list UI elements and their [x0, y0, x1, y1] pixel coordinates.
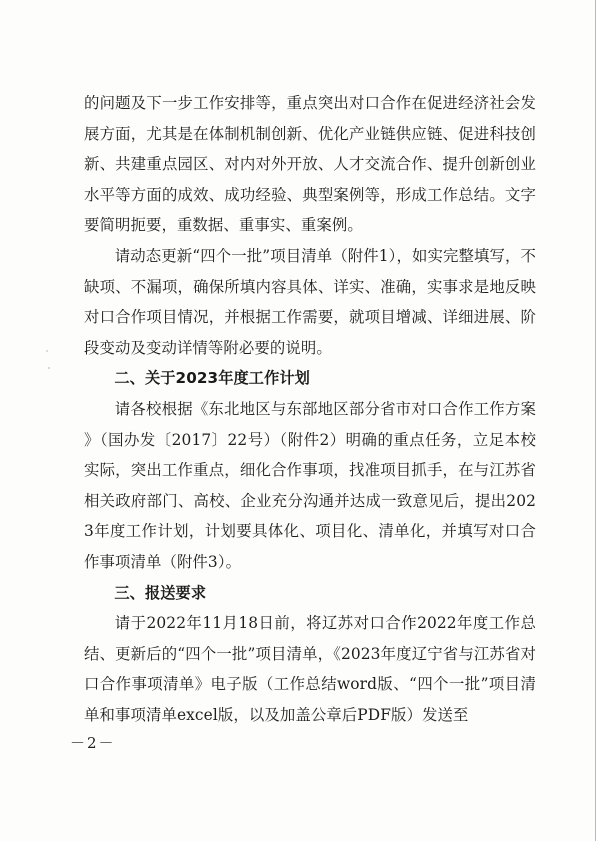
- paragraph-project-list: 请动态更新“四个一批”项目清单（附件1），如实完整填写，不缺项、不漏项，确保所填内容具体、详实、准确，实事求是地反映对口合作项目情况，并根据工作需要，就项目增减、详细进展、阶段变动及变动详情等附必要的说明。: [84, 246, 536, 357]
- section-heading-submission: 三、报送要求: [114, 583, 207, 602]
- paragraph-submission: 请于2022年11月18日前，将辽苏对口合作2022年度工作总结、更新后的“四个一批”项目清单，《2023年度辽宁省与江苏省对口合作事项清单》电子版（工作总结word版、“四个一批”项目清单和事项清单excel版，以及加盖公章后PDF版）发送至: [84, 614, 536, 724]
- section-heading-work-plan: 二、关于2023年度工作计划: [114, 369, 310, 388]
- page-number: －2－: [70, 734, 116, 752]
- scan-speck: [48, 367, 50, 369]
- document-body: [84, 88, 536, 730]
- scan-speck: [46, 350, 48, 352]
- paragraph-work-plan: 请各校根据《东北地区与东部地区部分省市对口合作工作方案》（国办发〔2017〕22号）（附件2）明确的重点任务，立足本校实际，突出工作重点，细化合作事项，找准项目抓手，在与江苏省相关政府部门、高校、企业充分沟通并达成一致意见后，提出2023年度工作计划，计划要具体化、项目化、清单化，并填写对口合作事项清单（附件3）。: [84, 399, 536, 571]
- paragraph-work-summary: 的问题及下一步工作安排等，重点突出对口合作在促进经济社会发展方面，尤其是在体制机制创新、优化产业链供应链、促进科技创新、共建重点园区、对内对外开放、人才交流合作、提升创新创业水平等方面的成效、成功经验、典型案例等，形成工作总结。文字要简明扼要，重数据、重事实、重案例。: [84, 94, 536, 235]
